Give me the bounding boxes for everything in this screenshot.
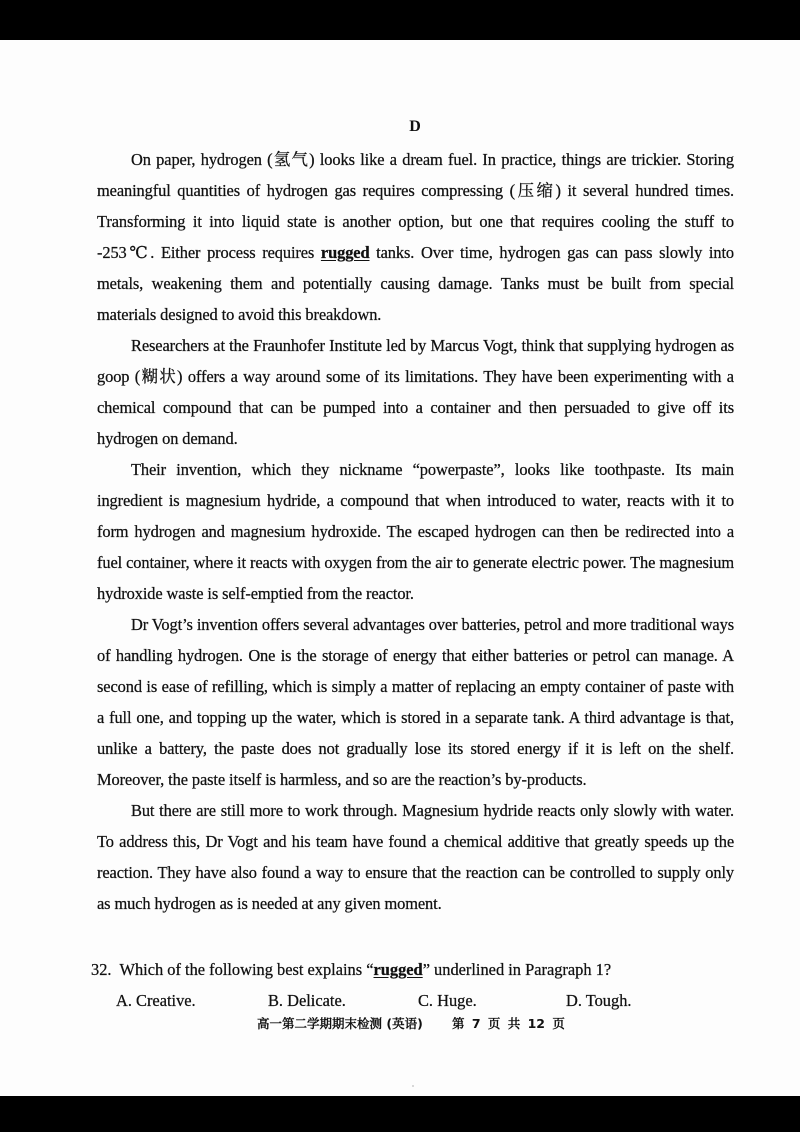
question-number: 32. (91, 960, 112, 979)
bottom-black-bar (0, 1096, 800, 1132)
reading-passage (97, 144, 734, 919)
answer-options (0, 985, 800, 1016)
paragraph-3: Their invention, which they nickname “powerpaste”, looks like toothpaste. Its main ingredient is magnesium hydride, a compound that when introduced to water, reacts with it to form hydrogen and magnesium hydroxide. The escaped hydrogen can then be redirected into a fuel container, where it reacts with oxygen from the air to generate electric power. The magnesium hydroxide waste is self-emptied from the reactor. (97, 460, 734, 603)
question-text-after: ” underlined in Paragraph 1? (422, 960, 612, 979)
option-c[interactable]: C. Huge. (418, 991, 477, 1010)
paragraph-2: Researchers at the Fraunhofer Institute led by Marcus Vogt, think that supplying hydrogen as goop (糊状) offers a way around some of its limitations. They have been experimenting with a chemical compound that can be pumped into a container and then persuaded to give off its hydrogen on demand. (97, 336, 734, 448)
scan-speck (412, 1085, 414, 1087)
option-d[interactable]: D. Tough. (566, 991, 632, 1010)
page-number: 第 7 页 共 12 页 (452, 1016, 565, 1031)
paragraph-5: But there are still more to work through. Magnesium hydride reacts only slowly with water. To address this, Dr Vogt and his team have found a chemical additive that greatly speeds up the reaction. They have also found a way to ensure that the reaction can be controlled to supply only as much hydrogen as is needed at any given moment. (97, 801, 734, 913)
top-black-bar (0, 0, 800, 40)
paragraph-4: Dr Vogt’s invention offers several advantages over batteries, petrol and more traditional ways of handling hydrogen. One is the storage of energy that either batteries or petrol can manage. A second is ease of refilling, which is simply a matter of replacing an empty container of paste with a full one, and topping up the water, which is stored in a separate tank. A third advantage is that, unlike a battery, the paste does not gradually lose its stored energy if it is left on the shelf. Moreover, the paste itself is harmless, and so are the reaction’s by-products. (97, 615, 734, 789)
underlined-word-rugged: rugged (320, 243, 370, 262)
paragraph-1-text-after: tanks. Over time, hydrogen gas can pass slowly into metals, weakening them and potentially causing damage. Tanks must be built from special materials designed to avoid this breakdown. (97, 243, 734, 324)
question-32 (91, 954, 611, 985)
section-heading: D (409, 118, 421, 135)
option-a[interactable]: A. Creative. (116, 991, 196, 1010)
exam-page (0, 40, 800, 1096)
exam-title: 高一第二学期期末检测 (英语) (257, 1016, 423, 1031)
paragraph-1-text-before: On paper, hydrogen (氢气) looks like a dream fuel. In practice, things are trickier. Storing meaningful quantities of hydrogen gas requires compressing (压缩) it several hundred times. Transforming it into liquid state is another option, but one that requires cooling the stuff to -253℃. Either process requires (97, 150, 734, 262)
option-b[interactable]: B. Delicate. (268, 991, 346, 1010)
question-underlined-word: rugged (373, 960, 423, 979)
paragraph-1 (97, 144, 734, 330)
question-text-before: Which of the following best explains “ (119, 960, 374, 979)
